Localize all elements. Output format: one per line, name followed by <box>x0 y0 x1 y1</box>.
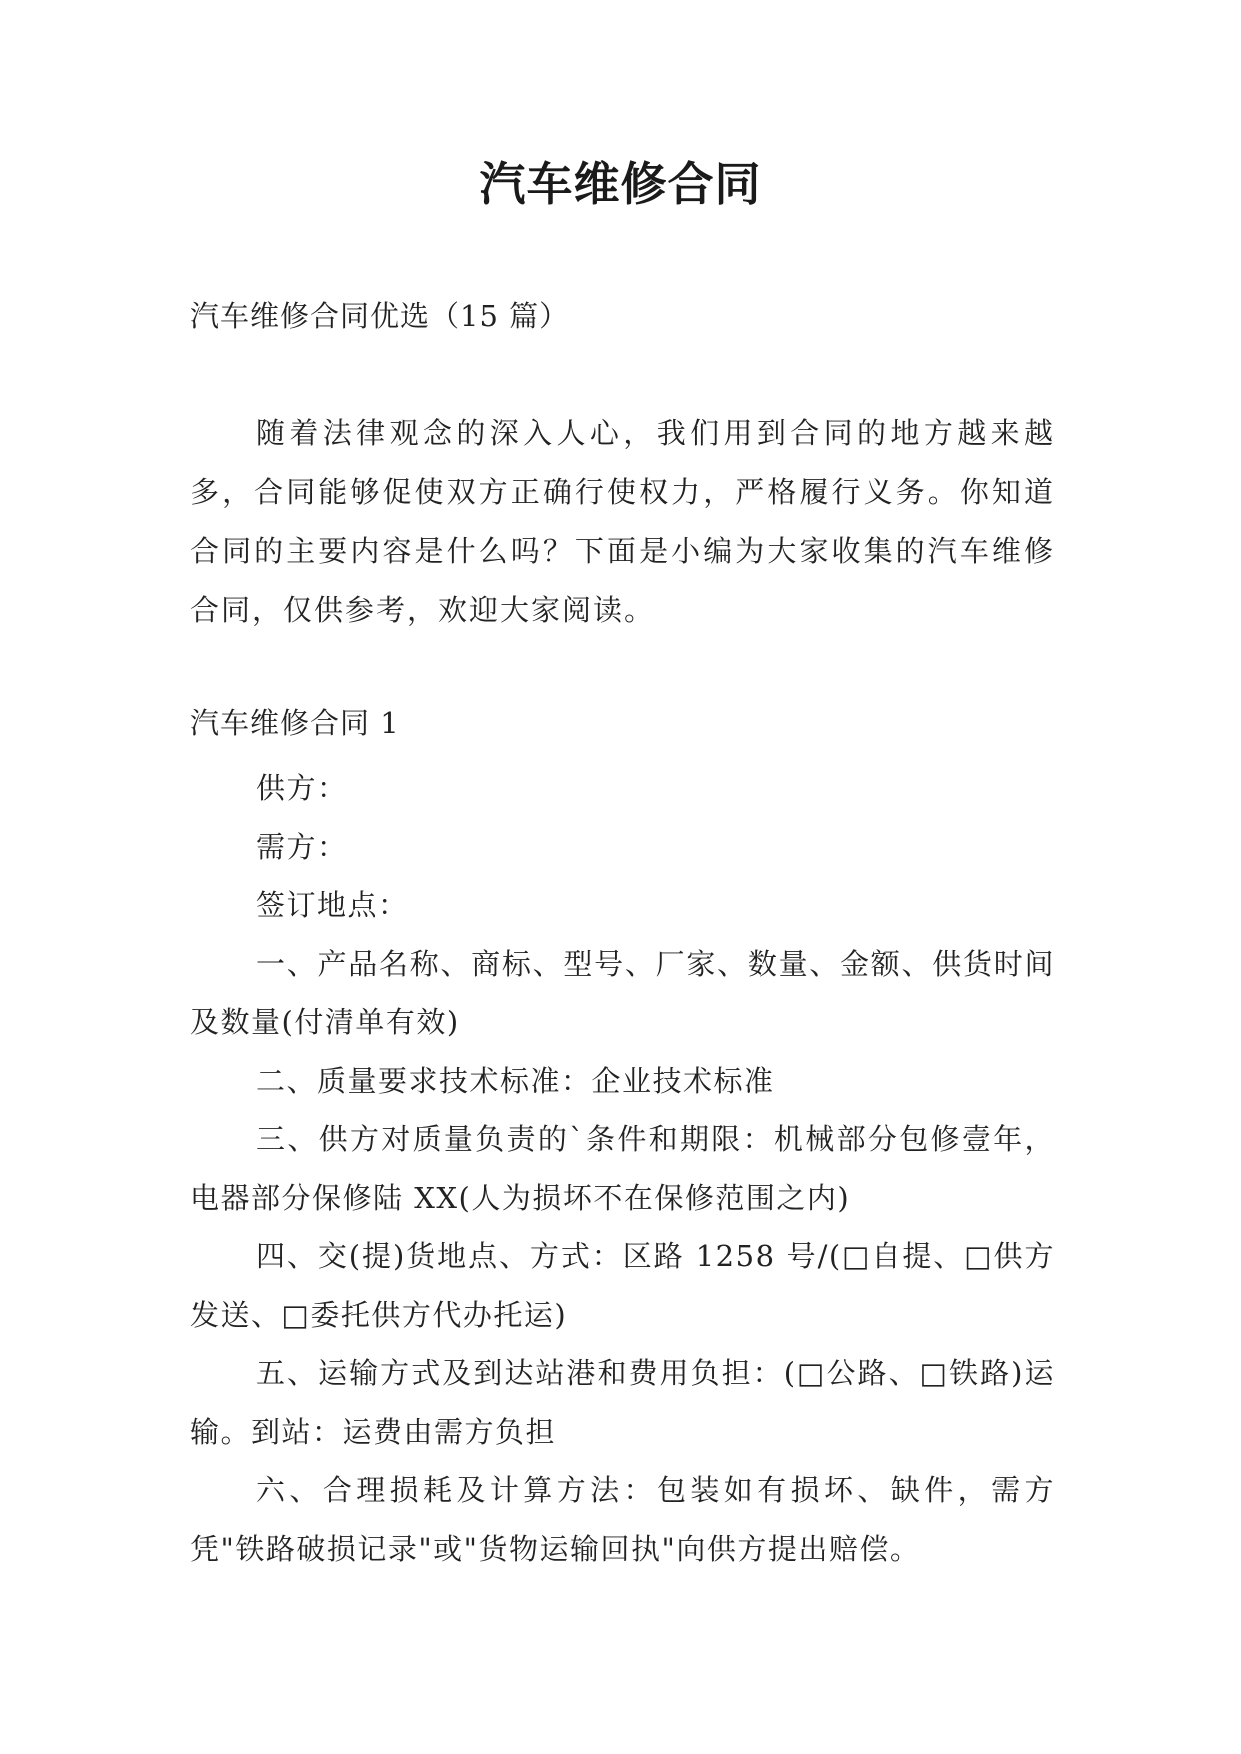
clause-6-loss: 六、合理损耗及计算方法：包装如有损坏、缺件，需方凭"铁路破损记录"或"货物运输回执"向供方提出赔偿。 <box>190 1473 1055 1566</box>
clause-1-product: 一、产品名称、商标、型号、厂家、数量、金额、供货时间及数量(付清单有效) <box>190 946 1055 1039</box>
clause-signing-place: 签订地点： <box>256 888 409 922</box>
clause-3-warranty: 三、供方对质量负责的`条件和期限：机械部分包修壹年，电器部分保修陆 XX(人为损坏不在保修范围之内) <box>190 1122 1055 1215</box>
clause-buyer: 需方： <box>256 829 348 864</box>
clause-5-transport: 五、运输方式及到达站港和费用负担：(□公路、□铁路)运输。到站：运费由需方负担 <box>190 1356 1055 1449</box>
section-heading: 汽车维修合同 1 <box>190 706 400 740</box>
intro-paragraph: 随着法律观念的深入人心，我们用到合同的地方越来越多，合同能够促使双方正确行使权力，严格履行义务。你知道合同的主要内容是什么吗？下面是小编为大家收集的汽车维修合同，仅供参考，欢迎大家阅读。 <box>190 416 1055 627</box>
contract-body <box>190 759 1055 1578</box>
clause-2-quality: 二、质量要求技术标准：企业技术标准 <box>256 1063 775 1098</box>
document-subtitle: 汽车维修合同优选（15 篇） <box>190 299 570 333</box>
clause-supplier: 供方： <box>256 771 348 805</box>
document-title: 汽车维修合同 <box>479 157 762 211</box>
clause-4-delivery: 四、交(提)货地点、方式：区路 1258 号/(□自提、□供方发送、□委托供方代办托运) <box>190 1239 1055 1332</box>
